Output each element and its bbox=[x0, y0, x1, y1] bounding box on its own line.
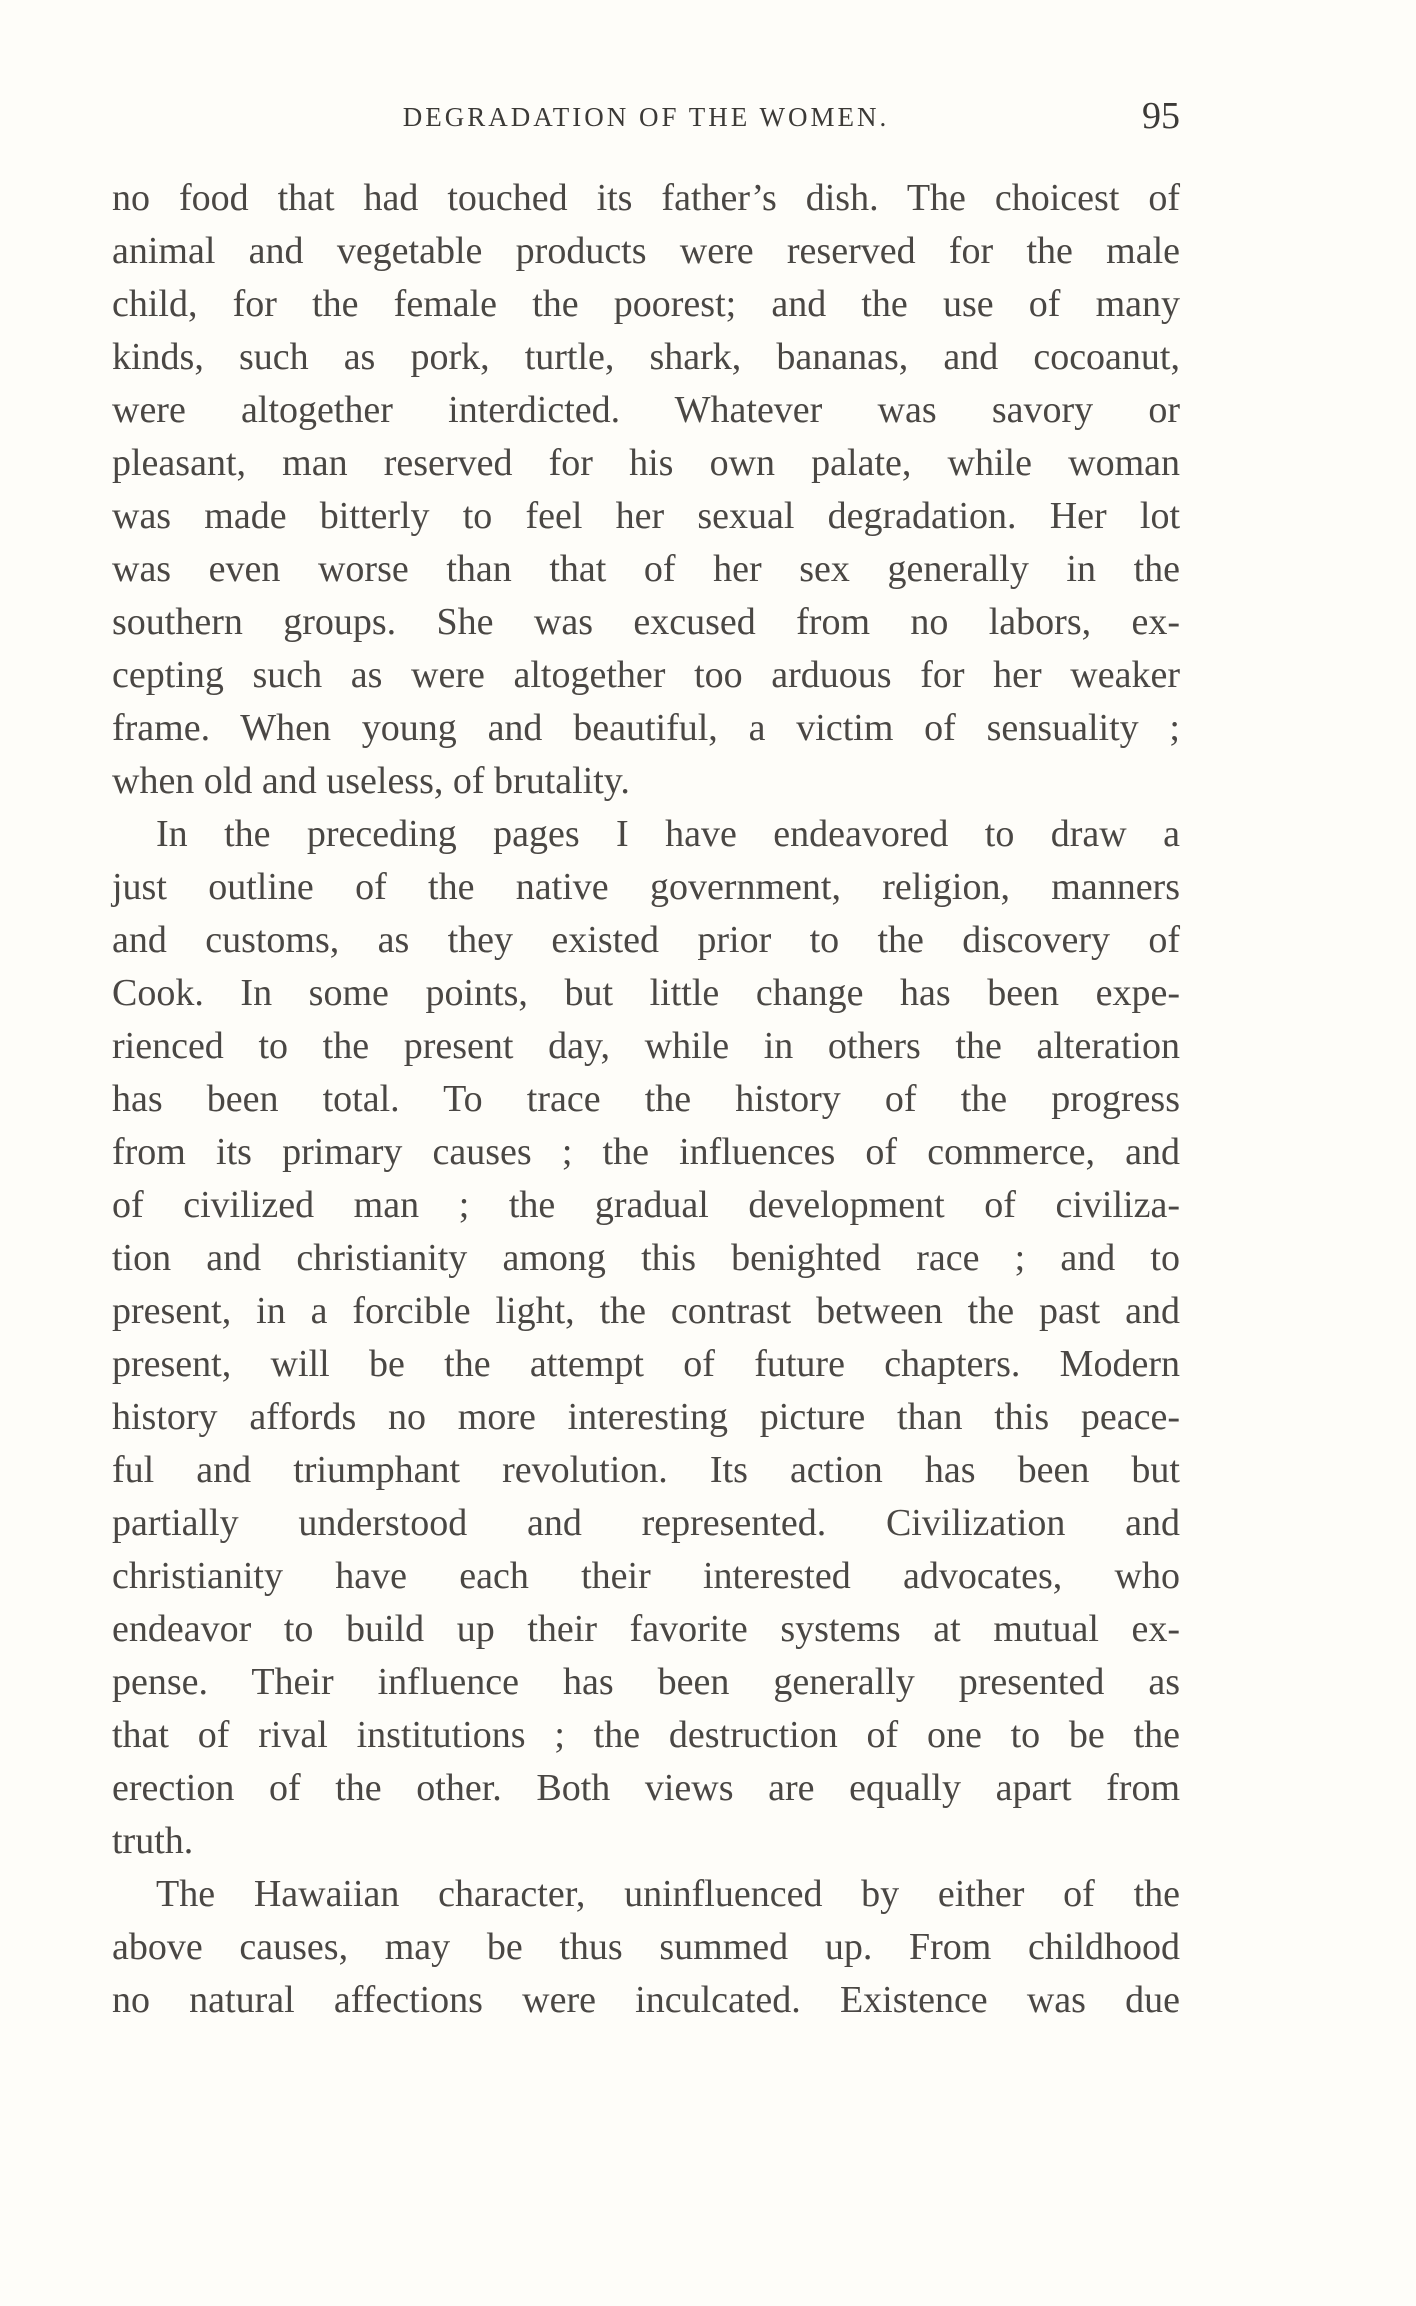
paragraph-1 bbox=[112, 172, 1180, 808]
paragraph-3 bbox=[112, 1868, 1180, 2027]
text-line: present, will be the attempt of future chapters. Modern bbox=[112, 1343, 1180, 1385]
text-line: no natural affections were inculcated. Existence was due bbox=[112, 1979, 1180, 2021]
text-line: cepting such as were altogether too arduous for her weaker bbox=[112, 654, 1180, 696]
text-line: frame. When young and beautiful, a victim of sensuality ; bbox=[112, 707, 1180, 749]
text-line: kinds, such as pork, turtle, shark, bananas, and cocoanut, bbox=[112, 336, 1180, 378]
page-number: 95 bbox=[1142, 95, 1180, 137]
text-line: partially understood and represented. Civilization and bbox=[112, 1502, 1180, 1544]
text-line: ful and triumphant revolution. Its action has been but bbox=[112, 1449, 1180, 1491]
paragraph-2 bbox=[112, 808, 1180, 1868]
text-line: pense. Their influence has been generally presented as bbox=[112, 1661, 1180, 1703]
text-line: christianity have each their interested advocates, who bbox=[112, 1555, 1180, 1597]
text-line: when old and useless, of brutality. bbox=[112, 760, 630, 802]
text-line: child, for the female the poorest; and the use of many bbox=[112, 283, 1180, 325]
text-line: Cook. In some points, but little change has been expe- bbox=[112, 972, 1180, 1014]
text-line: endeavor to build up their favorite systems at mutual ex- bbox=[112, 1608, 1180, 1650]
text-line: pleasant, man reserved for his own palate, while woman bbox=[112, 442, 1180, 484]
running-title: DEGRADATION OF THE WOMEN. bbox=[402, 102, 890, 132]
text-line: animal and vegetable products were reserved for the male bbox=[112, 230, 1180, 272]
text-line: The Hawaiian character, uninfluenced by either of the bbox=[156, 1873, 1180, 1915]
text-line: rienced to the present day, while in others the alteration bbox=[112, 1025, 1180, 1067]
text-line: and customs, as they existed prior to the discovery of bbox=[112, 919, 1180, 961]
text-line: from its primary causes ; the influences of commerce, and bbox=[112, 1131, 1180, 1173]
text-line: that of rival institutions ; the destruction of one to be the bbox=[112, 1714, 1180, 1756]
body-text bbox=[112, 172, 1180, 2027]
text-line: just outline of the native government, religion, manners bbox=[112, 866, 1180, 908]
text-line: present, in a forcible light, the contrast between the past and bbox=[112, 1290, 1180, 1332]
text-line: southern groups. She was excused from no labors, ex- bbox=[112, 601, 1180, 643]
text-line: In the preceding pages I have endeavored to draw a bbox=[156, 813, 1180, 855]
text-line: truth. bbox=[112, 1820, 194, 1862]
text-line: tion and christianity among this benighted race ; and to bbox=[112, 1237, 1180, 1279]
text-line: was even worse than that of her sex generally in the bbox=[112, 548, 1180, 590]
text-line: erection of the other. Both views are equally apart from bbox=[112, 1767, 1180, 1809]
text-line: were altogether interdicted. Whatever was savory or bbox=[112, 389, 1180, 431]
text-line: of civilized man ; the gradual development of civiliza- bbox=[112, 1184, 1180, 1226]
text-line: history affords no more interesting picture than this peace- bbox=[112, 1396, 1180, 1438]
text-line: was made bitterly to feel her sexual degradation. Her lot bbox=[112, 495, 1180, 537]
page-header bbox=[112, 92, 1180, 140]
text-line: above causes, may be thus summed up. From childhood bbox=[112, 1926, 1180, 1968]
text-line: no food that had touched its father’s dish. The choicest of bbox=[112, 177, 1180, 219]
text-line: has been total. To trace the history of the progress bbox=[112, 1078, 1180, 1120]
